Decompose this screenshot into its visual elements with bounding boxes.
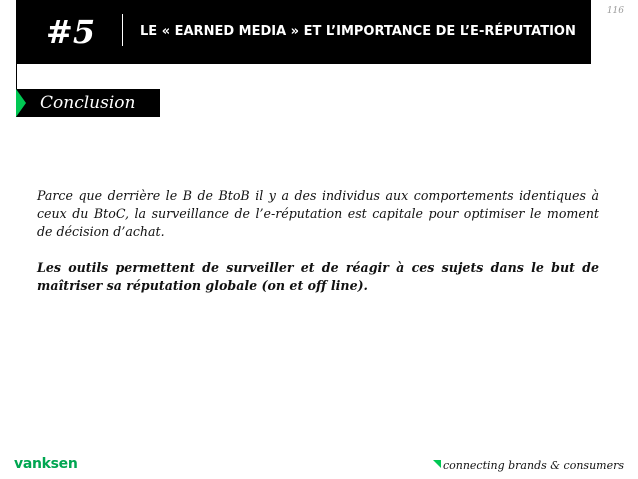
header-bar <box>16 0 591 64</box>
section-tag <box>16 89 160 117</box>
chevron-right-icon <box>16 89 26 117</box>
brand-logo: vanksen <box>14 456 78 472</box>
header-divider <box>122 14 123 46</box>
page-title: LE « EARNED MEDIA » ET L’IMPORTANCE DE L’E-RÉPUTATION <box>140 24 576 39</box>
left-rule <box>16 64 17 90</box>
paragraph-intro: Parce que derrière le B de BtoB il y a des individus aux comportements identiques à ceux du BtoC, la surveillance de l’e-réputation est capitale pour optimiser le moment de décision d’achat. <box>37 188 599 239</box>
tagline-text: connecting brands & consumers <box>442 459 624 472</box>
corner-tag-icon <box>433 460 441 468</box>
section-number: #5 <box>46 13 96 51</box>
section-label: Conclusion <box>40 93 136 113</box>
body-text <box>37 187 599 313</box>
page-number: 116 <box>606 6 624 16</box>
footer-tagline <box>433 459 624 472</box>
paragraph-conclusion: Les outils permettent de surveiller et de réagir à ces sujets dans le but de maîtriser sa réputation globale (on et off line). <box>37 260 599 293</box>
